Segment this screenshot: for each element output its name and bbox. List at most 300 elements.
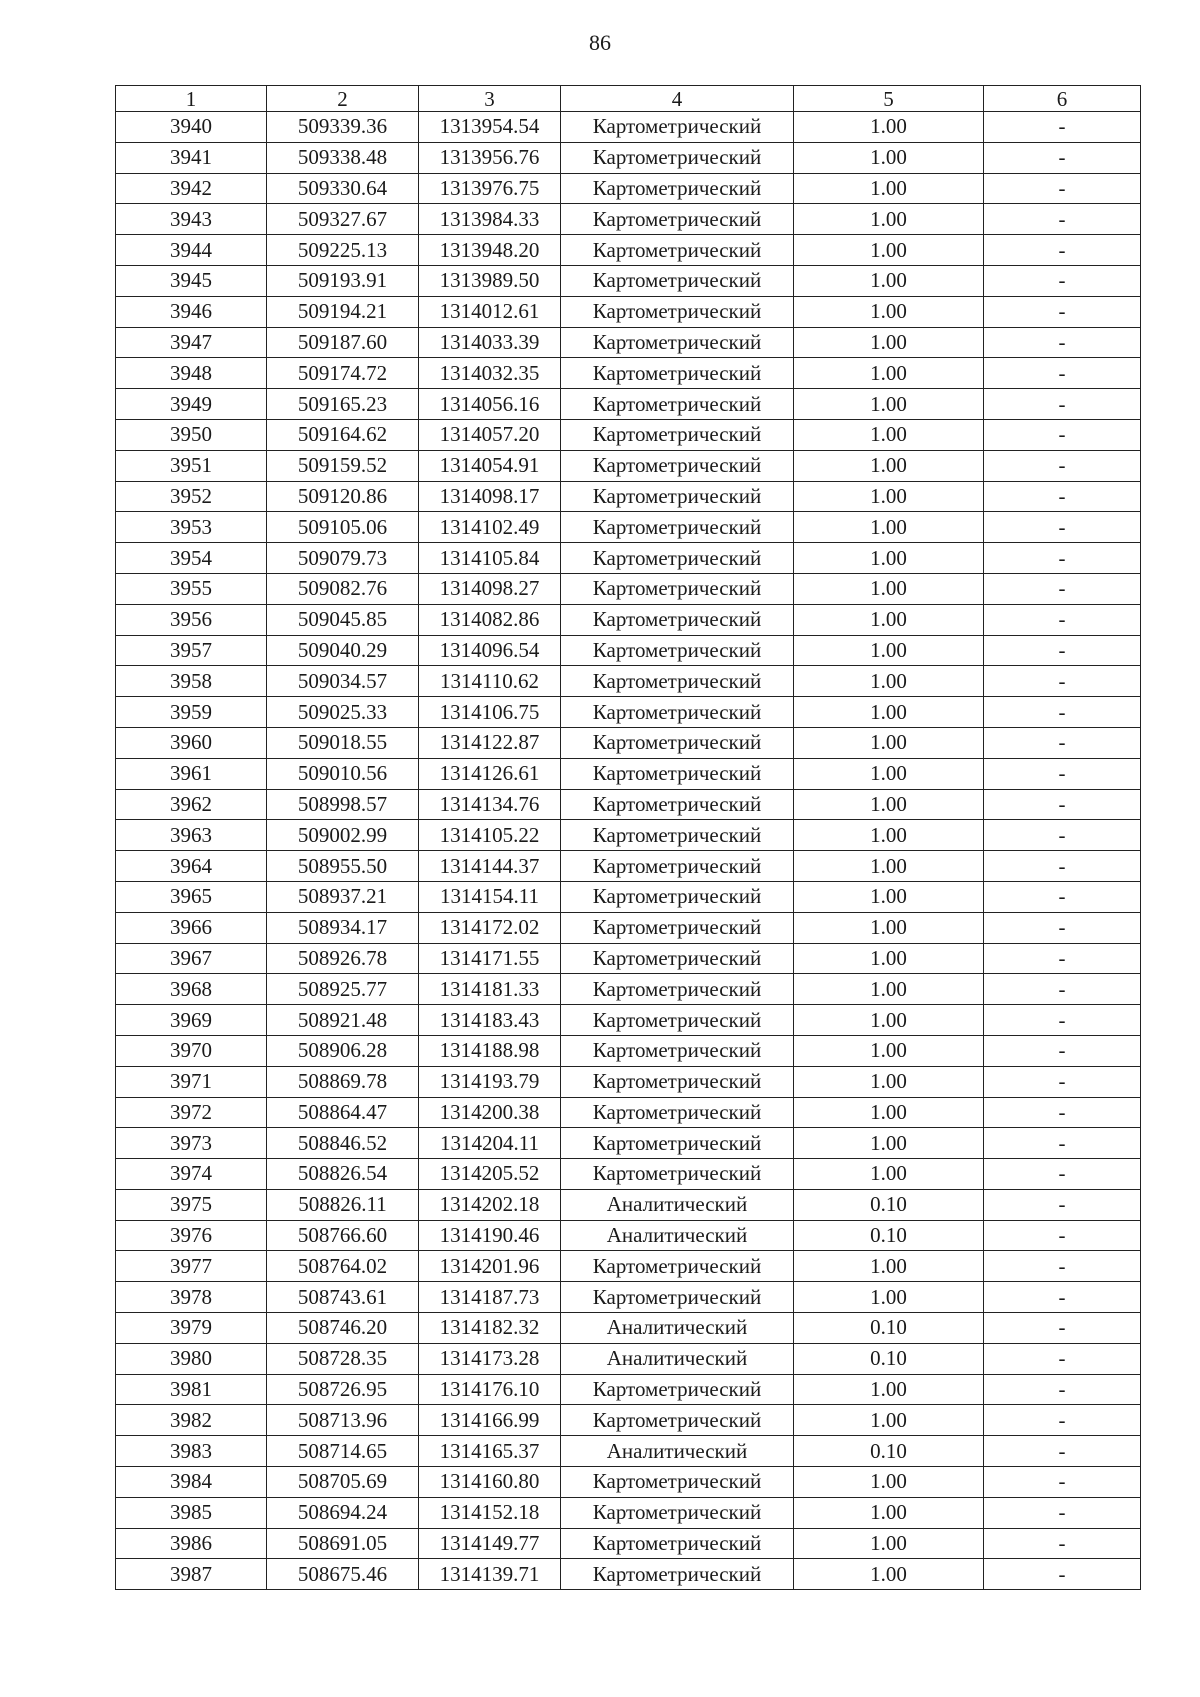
accuracy-cell: 1.00: [794, 450, 984, 481]
note-cell: -: [984, 481, 1141, 512]
accuracy-cell: 1.00: [794, 512, 984, 543]
method-cell: Картометрический: [561, 265, 794, 296]
y-coordinate-cell: 1314188.98: [419, 1035, 561, 1066]
x-coordinate-cell: 508921.48: [267, 1005, 419, 1036]
method-cell: Картометрический: [561, 1159, 794, 1190]
point-number-cell: 3965: [116, 881, 267, 912]
point-number-cell: 3951: [116, 450, 267, 481]
x-coordinate-cell: 509105.06: [267, 512, 419, 543]
table-row: [116, 1159, 1141, 1190]
method-cell: Картометрический: [561, 1559, 794, 1590]
point-number-cell: 3956: [116, 604, 267, 635]
note-cell: -: [984, 1467, 1141, 1498]
y-coordinate-cell: 1313948.20: [419, 235, 561, 266]
table-row: [116, 512, 1141, 543]
point-number-cell: 3948: [116, 358, 267, 389]
method-cell: Картометрический: [561, 1497, 794, 1528]
x-coordinate-cell: 509079.73: [267, 543, 419, 574]
method-cell: Картометрический: [561, 296, 794, 327]
method-cell: Картометрический: [561, 450, 794, 481]
method-cell: Картометрический: [561, 543, 794, 574]
y-coordinate-cell: 1314173.28: [419, 1343, 561, 1374]
method-cell: Картометрический: [561, 974, 794, 1005]
y-coordinate-cell: 1314181.33: [419, 974, 561, 1005]
method-cell: Картометрический: [561, 727, 794, 758]
x-coordinate-cell: 509002.99: [267, 820, 419, 851]
point-number-cell: 3954: [116, 543, 267, 574]
table-row: [116, 235, 1141, 266]
note-cell: -: [984, 204, 1141, 235]
y-coordinate-cell: 1314182.32: [419, 1313, 561, 1344]
note-cell: -: [984, 1005, 1141, 1036]
x-coordinate-cell: 509330.64: [267, 173, 419, 204]
table-row: [116, 173, 1141, 204]
point-number-cell: 3967: [116, 943, 267, 974]
y-coordinate-cell: 1314082.86: [419, 604, 561, 635]
note-cell: -: [984, 1559, 1141, 1590]
y-coordinate-cell: 1313984.33: [419, 204, 561, 235]
method-cell: Картометрический: [561, 327, 794, 358]
table-row: [116, 419, 1141, 450]
point-number-cell: 3970: [116, 1035, 267, 1066]
accuracy-cell: 1.00: [794, 358, 984, 389]
note-cell: -: [984, 1436, 1141, 1467]
x-coordinate-cell: 508728.35: [267, 1343, 419, 1374]
accuracy-cell: 1.00: [794, 912, 984, 943]
coordinates-table-container: [115, 85, 1140, 1590]
y-coordinate-cell: 1314134.76: [419, 789, 561, 820]
method-cell: Картометрический: [561, 112, 794, 143]
note-cell: -: [984, 327, 1141, 358]
y-coordinate-cell: 1314152.18: [419, 1497, 561, 1528]
table-row: [116, 881, 1141, 912]
note-cell: -: [984, 358, 1141, 389]
point-number-cell: 3986: [116, 1528, 267, 1559]
note-cell: -: [984, 1405, 1141, 1436]
table-row: [116, 912, 1141, 943]
accuracy-cell: 1.00: [794, 635, 984, 666]
note-cell: -: [984, 1159, 1141, 1190]
method-cell: Аналитический: [561, 1189, 794, 1220]
point-number-cell: 3978: [116, 1282, 267, 1313]
page-number: 86: [589, 30, 611, 55]
point-number-cell: 3969: [116, 1005, 267, 1036]
x-coordinate-cell: 508714.65: [267, 1436, 419, 1467]
column-header-3: 3: [419, 86, 561, 112]
note-cell: -: [984, 1282, 1141, 1313]
table-header: [116, 86, 1141, 112]
table-row: [116, 1313, 1141, 1344]
accuracy-cell: 1.00: [794, 543, 984, 574]
point-number-cell: 3987: [116, 1559, 267, 1590]
x-coordinate-cell: 508826.11: [267, 1189, 419, 1220]
method-cell: Картометрический: [561, 358, 794, 389]
note-cell: -: [984, 1313, 1141, 1344]
point-number-cell: 3962: [116, 789, 267, 820]
x-coordinate-cell: 509010.56: [267, 758, 419, 789]
table-row: [116, 1528, 1141, 1559]
accuracy-cell: 1.00: [794, 851, 984, 882]
point-number-cell: 3980: [116, 1343, 267, 1374]
x-coordinate-cell: 508826.54: [267, 1159, 419, 1190]
note-cell: -: [984, 758, 1141, 789]
accuracy-cell: 1.00: [794, 1559, 984, 1590]
point-number-cell: 3977: [116, 1251, 267, 1282]
note-cell: -: [984, 789, 1141, 820]
note-cell: -: [984, 851, 1141, 882]
x-coordinate-cell: 508925.77: [267, 974, 419, 1005]
accuracy-cell: 1.00: [794, 1528, 984, 1559]
method-cell: Картометрический: [561, 235, 794, 266]
accuracy-cell: 1.00: [794, 481, 984, 512]
accuracy-cell: 1.00: [794, 112, 984, 143]
method-cell: Картометрический: [561, 604, 794, 635]
table-row: [116, 112, 1141, 143]
table-row: [116, 204, 1141, 235]
point-number-cell: 3984: [116, 1467, 267, 1498]
table-row: [116, 1128, 1141, 1159]
y-coordinate-cell: 1314204.11: [419, 1128, 561, 1159]
method-cell: Картометрический: [561, 1066, 794, 1097]
method-cell: Картометрический: [561, 1035, 794, 1066]
table-row: [116, 142, 1141, 173]
point-number-cell: 3958: [116, 666, 267, 697]
y-coordinate-cell: 1314149.77: [419, 1528, 561, 1559]
note-cell: -: [984, 1497, 1141, 1528]
accuracy-cell: 1.00: [794, 1251, 984, 1282]
x-coordinate-cell: 509165.23: [267, 389, 419, 420]
x-coordinate-cell: 508869.78: [267, 1066, 419, 1097]
accuracy-cell: 0.10: [794, 1343, 984, 1374]
method-cell: Аналитический: [561, 1343, 794, 1374]
table-row: [116, 1066, 1141, 1097]
table-row: [116, 1497, 1141, 1528]
note-cell: -: [984, 943, 1141, 974]
method-cell: Картометрический: [561, 389, 794, 420]
note-cell: -: [984, 727, 1141, 758]
x-coordinate-cell: 508764.02: [267, 1251, 419, 1282]
y-coordinate-cell: 1314122.87: [419, 727, 561, 758]
table-row: [116, 1097, 1141, 1128]
note-cell: -: [984, 112, 1141, 143]
y-coordinate-cell: 1314144.37: [419, 851, 561, 882]
y-coordinate-cell: 1314187.73: [419, 1282, 561, 1313]
accuracy-cell: 0.10: [794, 1189, 984, 1220]
note-cell: -: [984, 142, 1141, 173]
accuracy-cell: 1.00: [794, 943, 984, 974]
note-cell: -: [984, 912, 1141, 943]
accuracy-cell: 0.10: [794, 1313, 984, 1344]
point-number-cell: 3974: [116, 1159, 267, 1190]
method-cell: Картометрический: [561, 419, 794, 450]
column-header-4: 4: [561, 86, 794, 112]
accuracy-cell: 1.00: [794, 1128, 984, 1159]
accuracy-cell: 1.00: [794, 789, 984, 820]
note-cell: -: [984, 1220, 1141, 1251]
method-cell: Картометрический: [561, 481, 794, 512]
x-coordinate-cell: 509045.85: [267, 604, 419, 635]
table-row: [116, 389, 1141, 420]
point-number-cell: 3953: [116, 512, 267, 543]
note-cell: -: [984, 1189, 1141, 1220]
table-row: [116, 666, 1141, 697]
x-coordinate-cell: 508726.95: [267, 1374, 419, 1405]
method-cell: Картометрический: [561, 1528, 794, 1559]
x-coordinate-cell: 509018.55: [267, 727, 419, 758]
x-coordinate-cell: 508934.17: [267, 912, 419, 943]
accuracy-cell: 1.00: [794, 727, 984, 758]
y-coordinate-cell: 1313956.76: [419, 142, 561, 173]
note-cell: -: [984, 450, 1141, 481]
method-cell: Картометрический: [561, 1467, 794, 1498]
table-row: [116, 697, 1141, 728]
y-coordinate-cell: 1314183.43: [419, 1005, 561, 1036]
x-coordinate-cell: 508675.46: [267, 1559, 419, 1590]
y-coordinate-cell: 1314165.37: [419, 1436, 561, 1467]
x-coordinate-cell: 508846.52: [267, 1128, 419, 1159]
table-row: [116, 604, 1141, 635]
y-coordinate-cell: 1314105.22: [419, 820, 561, 851]
table-row: [116, 543, 1141, 574]
x-coordinate-cell: 508705.69: [267, 1467, 419, 1498]
x-coordinate-cell: 508937.21: [267, 881, 419, 912]
note-cell: -: [984, 1128, 1141, 1159]
y-coordinate-cell: 1314056.16: [419, 389, 561, 420]
method-cell: Картометрический: [561, 912, 794, 943]
method-cell: Аналитический: [561, 1313, 794, 1344]
x-coordinate-cell: 509120.86: [267, 481, 419, 512]
method-cell: Картометрический: [561, 1097, 794, 1128]
y-coordinate-cell: 1314193.79: [419, 1066, 561, 1097]
table-row: [116, 1343, 1141, 1374]
note-cell: -: [984, 389, 1141, 420]
y-coordinate-cell: 1314012.61: [419, 296, 561, 327]
accuracy-cell: 1.00: [794, 1497, 984, 1528]
method-cell: Картометрический: [561, 758, 794, 789]
y-coordinate-cell: 1314126.61: [419, 758, 561, 789]
y-coordinate-cell: 1314202.18: [419, 1189, 561, 1220]
x-coordinate-cell: 509174.72: [267, 358, 419, 389]
method-cell: Картометрический: [561, 173, 794, 204]
note-cell: -: [984, 974, 1141, 1005]
method-cell: Аналитический: [561, 1220, 794, 1251]
point-number-cell: 3964: [116, 851, 267, 882]
note-cell: -: [984, 1343, 1141, 1374]
table-row: [116, 1035, 1141, 1066]
note-cell: -: [984, 666, 1141, 697]
point-number-cell: 3955: [116, 573, 267, 604]
method-cell: Картометрический: [561, 666, 794, 697]
point-number-cell: 3960: [116, 727, 267, 758]
y-coordinate-cell: 1314110.62: [419, 666, 561, 697]
table-row: [116, 358, 1141, 389]
point-number-cell: 3968: [116, 974, 267, 1005]
column-header-2: 2: [267, 86, 419, 112]
note-cell: -: [984, 1066, 1141, 1097]
note-cell: -: [984, 1251, 1141, 1282]
accuracy-cell: 1.00: [794, 1066, 984, 1097]
table-row: [116, 758, 1141, 789]
column-header-6: 6: [984, 86, 1141, 112]
method-cell: Картометрический: [561, 142, 794, 173]
accuracy-cell: 1.00: [794, 820, 984, 851]
method-cell: Картометрический: [561, 789, 794, 820]
table-row: [116, 820, 1141, 851]
column-header-5: 5: [794, 86, 984, 112]
accuracy-cell: 1.00: [794, 1405, 984, 1436]
accuracy-cell: 1.00: [794, 235, 984, 266]
table-row: [116, 851, 1141, 882]
table-row: [116, 481, 1141, 512]
table-row: [116, 1251, 1141, 1282]
accuracy-cell: 1.00: [794, 1159, 984, 1190]
y-coordinate-cell: 1314098.17: [419, 481, 561, 512]
accuracy-cell: 1.00: [794, 1005, 984, 1036]
point-number-cell: 3945: [116, 265, 267, 296]
method-cell: Картометрический: [561, 1282, 794, 1313]
accuracy-cell: 1.00: [794, 697, 984, 728]
x-coordinate-cell: 509338.48: [267, 142, 419, 173]
table-row: [116, 943, 1141, 974]
method-cell: Аналитический: [561, 1436, 794, 1467]
point-number-cell: 3949: [116, 389, 267, 420]
accuracy-cell: 1.00: [794, 1467, 984, 1498]
table-row: [116, 1005, 1141, 1036]
accuracy-cell: 1.00: [794, 265, 984, 296]
y-coordinate-cell: 1313989.50: [419, 265, 561, 296]
note-cell: -: [984, 697, 1141, 728]
y-coordinate-cell: 1314054.91: [419, 450, 561, 481]
accuracy-cell: 1.00: [794, 1374, 984, 1405]
accuracy-cell: 1.00: [794, 881, 984, 912]
y-coordinate-cell: 1313976.75: [419, 173, 561, 204]
method-cell: Картометрический: [561, 635, 794, 666]
accuracy-cell: 1.00: [794, 142, 984, 173]
x-coordinate-cell: 509327.67: [267, 204, 419, 235]
x-coordinate-cell: 509040.29: [267, 635, 419, 666]
point-number-cell: 3985: [116, 1497, 267, 1528]
table-row: [116, 296, 1141, 327]
y-coordinate-cell: 1313954.54: [419, 112, 561, 143]
y-coordinate-cell: 1314160.80: [419, 1467, 561, 1498]
table-row: [116, 789, 1141, 820]
point-number-cell: 3976: [116, 1220, 267, 1251]
accuracy-cell: 1.00: [794, 173, 984, 204]
x-coordinate-cell: 508713.96: [267, 1405, 419, 1436]
method-cell: Картометрический: [561, 573, 794, 604]
accuracy-cell: 1.00: [794, 974, 984, 1005]
y-coordinate-cell: 1314200.38: [419, 1097, 561, 1128]
point-number-cell: 3941: [116, 142, 267, 173]
table-row: [116, 974, 1141, 1005]
note-cell: -: [984, 1374, 1141, 1405]
table-row: [116, 1282, 1141, 1313]
y-coordinate-cell: 1314176.10: [419, 1374, 561, 1405]
point-number-cell: 3950: [116, 419, 267, 450]
note-cell: -: [984, 820, 1141, 851]
accuracy-cell: 1.00: [794, 327, 984, 358]
y-coordinate-cell: 1314033.39: [419, 327, 561, 358]
x-coordinate-cell: 509082.76: [267, 573, 419, 604]
x-coordinate-cell: 509193.91: [267, 265, 419, 296]
note-cell: -: [984, 235, 1141, 266]
table-row: [116, 573, 1141, 604]
x-coordinate-cell: 508691.05: [267, 1528, 419, 1559]
accuracy-cell: 1.00: [794, 204, 984, 235]
y-coordinate-cell: 1314098.27: [419, 573, 561, 604]
point-number-cell: 3975: [116, 1189, 267, 1220]
x-coordinate-cell: 508926.78: [267, 943, 419, 974]
point-number-cell: 3940: [116, 112, 267, 143]
x-coordinate-cell: 509034.57: [267, 666, 419, 697]
y-coordinate-cell: 1314139.71: [419, 1559, 561, 1590]
accuracy-cell: 1.00: [794, 604, 984, 635]
accuracy-cell: 1.00: [794, 758, 984, 789]
x-coordinate-cell: 508694.24: [267, 1497, 419, 1528]
point-number-cell: 3963: [116, 820, 267, 851]
note-cell: -: [984, 543, 1141, 574]
note-cell: -: [984, 573, 1141, 604]
method-cell: Картометрический: [561, 1251, 794, 1282]
x-coordinate-cell: 508746.20: [267, 1313, 419, 1344]
note-cell: -: [984, 419, 1141, 450]
point-number-cell: 3971: [116, 1066, 267, 1097]
method-cell: Картометрический: [561, 943, 794, 974]
point-number-cell: 3947: [116, 327, 267, 358]
table-row: [116, 265, 1141, 296]
x-coordinate-cell: 509194.21: [267, 296, 419, 327]
y-coordinate-cell: 1314032.35: [419, 358, 561, 389]
note-cell: -: [984, 512, 1141, 543]
x-coordinate-cell: 509025.33: [267, 697, 419, 728]
y-coordinate-cell: 1314154.11: [419, 881, 561, 912]
x-coordinate-cell: 508998.57: [267, 789, 419, 820]
point-number-cell: 3972: [116, 1097, 267, 1128]
y-coordinate-cell: 1314105.84: [419, 543, 561, 574]
point-number-cell: 3973: [116, 1128, 267, 1159]
note-cell: -: [984, 635, 1141, 666]
point-number-cell: 3959: [116, 697, 267, 728]
x-coordinate-cell: 509339.36: [267, 112, 419, 143]
table-body: [116, 112, 1141, 1590]
y-coordinate-cell: 1314172.02: [419, 912, 561, 943]
point-number-cell: 3952: [116, 481, 267, 512]
method-cell: Картометрический: [561, 851, 794, 882]
note-cell: -: [984, 881, 1141, 912]
header-row: [116, 86, 1141, 112]
point-number-cell: 3983: [116, 1436, 267, 1467]
point-number-cell: 3943: [116, 204, 267, 235]
point-number-cell: 3982: [116, 1405, 267, 1436]
y-coordinate-cell: 1314166.99: [419, 1405, 561, 1436]
note-cell: -: [984, 1528, 1141, 1559]
table-row: [116, 1559, 1141, 1590]
note-cell: -: [984, 1097, 1141, 1128]
method-cell: Картометрический: [561, 1374, 794, 1405]
note-cell: -: [984, 604, 1141, 635]
point-number-cell: 3942: [116, 173, 267, 204]
point-number-cell: 3981: [116, 1374, 267, 1405]
note-cell: -: [984, 296, 1141, 327]
y-coordinate-cell: 1314201.96: [419, 1251, 561, 1282]
x-coordinate-cell: 508955.50: [267, 851, 419, 882]
point-number-cell: 3946: [116, 296, 267, 327]
note-cell: -: [984, 265, 1141, 296]
accuracy-cell: 0.10: [794, 1436, 984, 1467]
x-coordinate-cell: 508864.47: [267, 1097, 419, 1128]
method-cell: Картометрический: [561, 820, 794, 851]
method-cell: Картометрический: [561, 697, 794, 728]
